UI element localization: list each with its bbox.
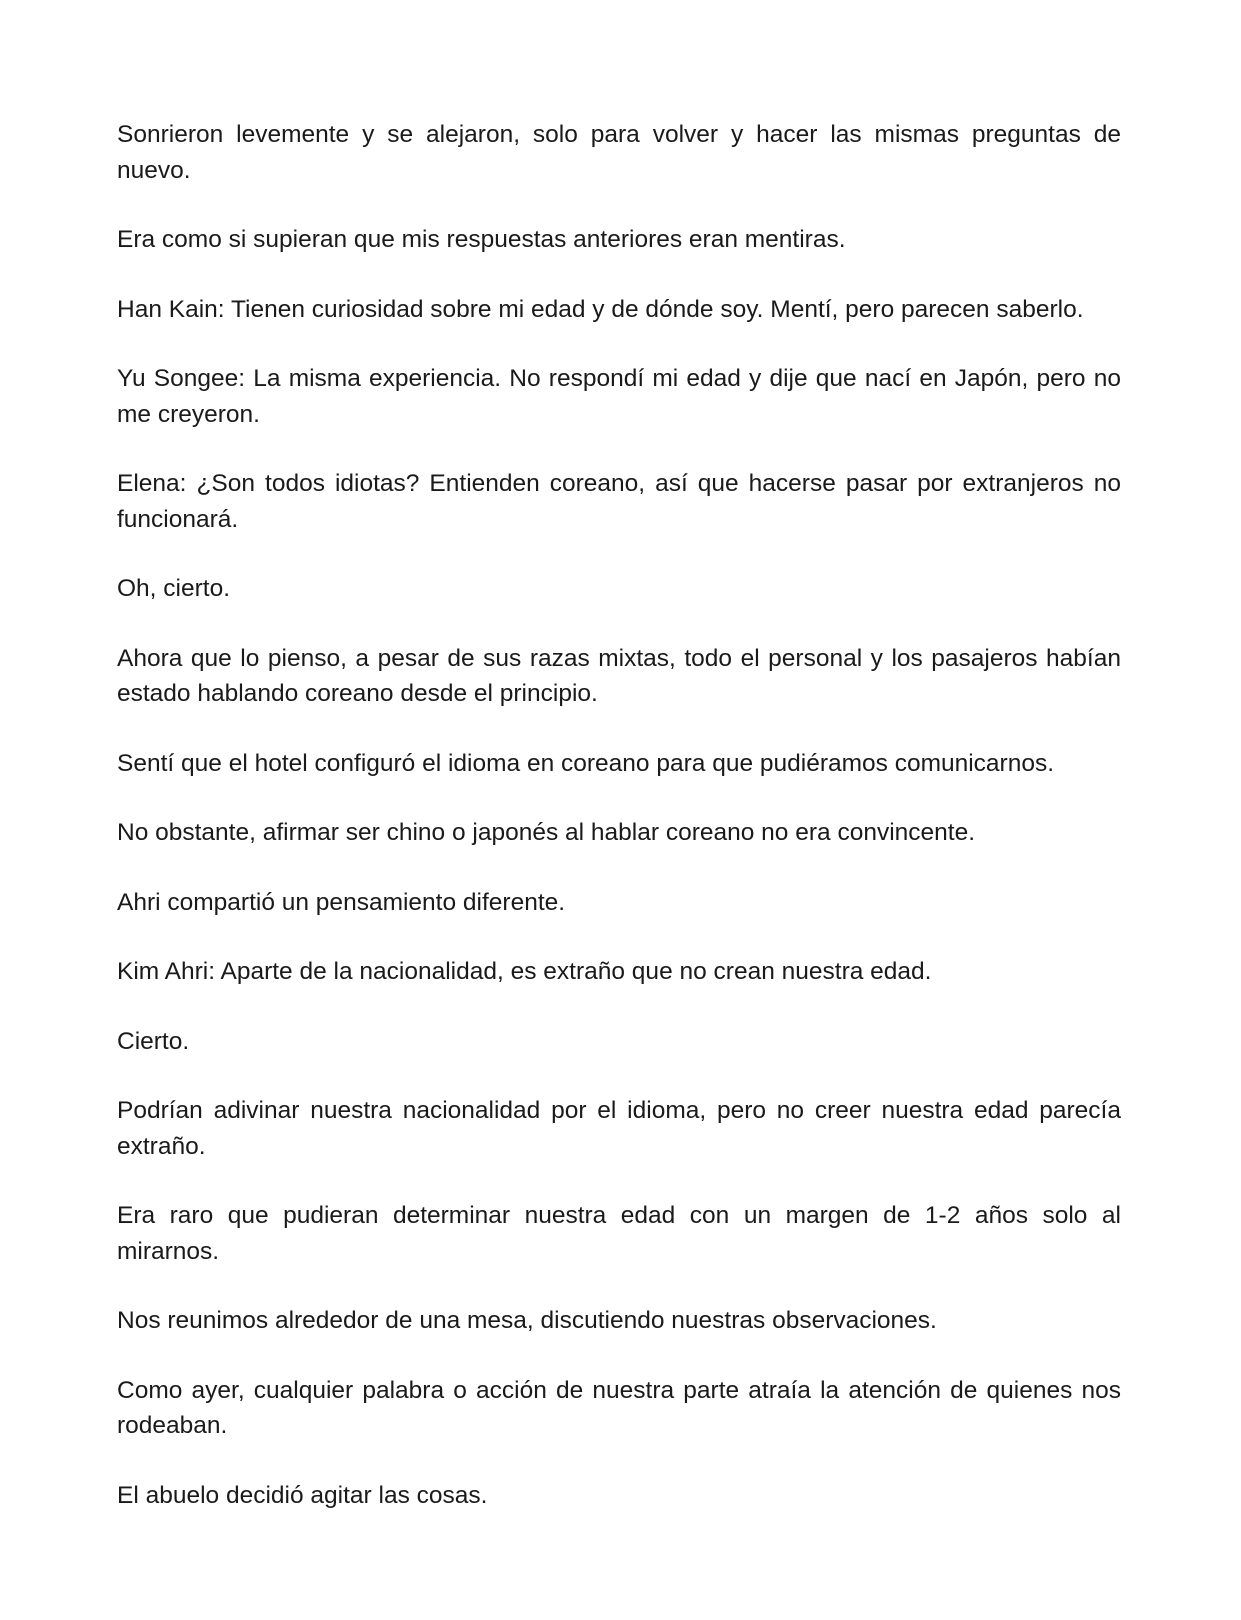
paragraph: Como ayer, cualquier palabra o acción de nuestra parte atraía la atención de quienes nos rodeaban. <box>117 1376 1121 1439</box>
paragraph: El abuelo decidió agitar las cosas. <box>117 1481 488 1509</box>
paragraph: Sentí que el hotel configuró el idioma en coreano para que pudiéramos comunicarnos. <box>117 749 1055 777</box>
paragraph: Elena: ¿Son todos idiotas? Entienden coreano, así que hacerse pasar por extranjeros no funcionará. <box>117 470 1121 533</box>
paragraph: Cierto. <box>117 1027 190 1055</box>
paragraph: Era raro que pudieran determinar nuestra edad con un margen de 1-2 años solo al mirarnos. <box>117 1202 1121 1265</box>
paragraph: Podrían adivinar nuestra nacionalidad por el idioma, pero no creer nuestra edad parecía extraño. <box>117 1097 1121 1160</box>
paragraph: No obstante, afirmar ser chino o japonés al hablar coreano no era convincente. <box>117 819 976 846</box>
paragraph: Era como si supieran que mis respuestas anteriores eran mentiras. <box>117 226 846 253</box>
paragraph: Kim Ahri: Aparte de la nacionalidad, es extraño que no crean nuestra edad. <box>117 958 932 985</box>
paragraph: Han Kain: Tienen curiosidad sobre mi edad y de dónde soy. Mentí, pero parecen saberlo. <box>117 295 1084 323</box>
paragraph: Yu Songee: La misma experiencia. No respondí mi edad y dije que nací en Japón, pero no me creyeron. <box>117 365 1121 428</box>
paragraph: Ahora que lo pienso, a pesar de sus razas mixtas, todo el personal y los pasajeros habían estado hablando coreano desde el principio. <box>117 644 1121 707</box>
paragraph: Sonrieron levemente y se alejaron, solo para volver y hacer las mismas preguntas de nuevo. <box>117 121 1121 184</box>
paragraph: Ahri compartió un pensamiento diferente. <box>117 888 566 916</box>
paragraph: Nos reunimos alrededor de una mesa, discutiendo nuestras observaciones. <box>117 1307 937 1334</box>
paragraph: Oh, cierto. <box>117 575 231 602</box>
document-page <box>117 117 1121 1513</box>
